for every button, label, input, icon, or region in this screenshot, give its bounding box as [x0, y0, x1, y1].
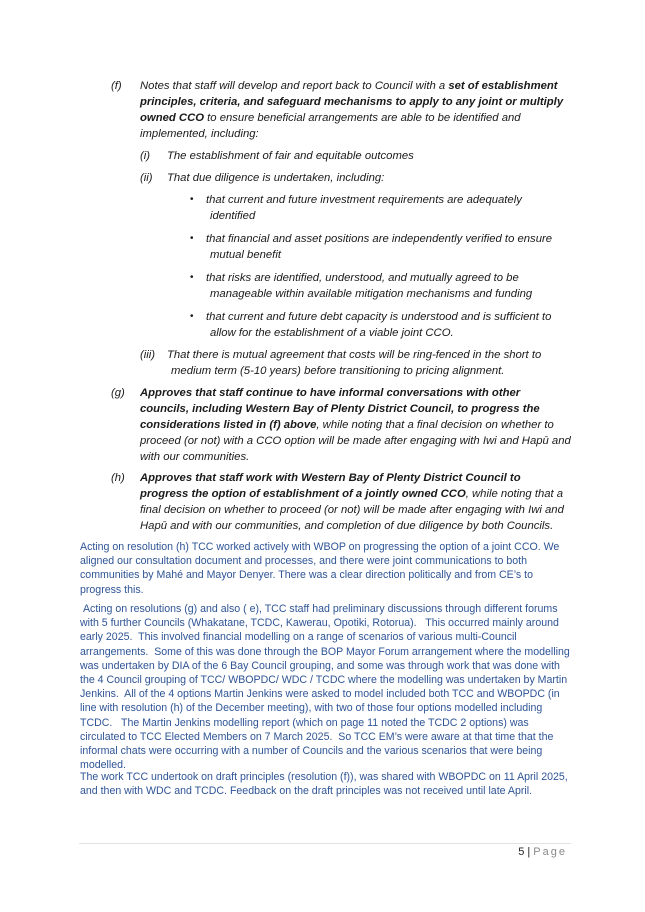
bullet-item: • that risks are identified, understood, and mutually agreed to be manageable within available mitigation mechanisms and funding	[190, 272, 533, 300]
bullet-item: • that financial and asset positions are independently verified to ensure mutual benefit	[190, 233, 553, 261]
comment-paragraph: The work TCC undertook on draft principles (resolution (f)), was shared with WBOPDC on 11 April 2025, and then with WDC and TCDC. Feedback on the draft principles was not received until late April.	[80, 771, 568, 798]
bullet-item: • that current and future investment requirements are adequately identified	[190, 194, 522, 222]
footer-divider	[79, 843, 571, 844]
resolution-f-label: (f)	[111, 80, 122, 92]
resolution-f-text: Notes that staff will develop and report back to Council with a set of establishment principles, criteria, and safeguard mechanisms to apply to any joint or multiply owned CCO to ensure beneficial arrangements are able to be identified and implemented, including:	[140, 80, 564, 140]
resolution-g: (g) Approves that staff continue to have informal conversations with other councils, including Western Bay of Plenty District Council, to progress the considerations listed in (f) above, while noting that a final decision on whether to proceed (or not) with a CCO option will be made after engaging with Iwi and Hapū and with our communities.	[111, 387, 571, 463]
bullet-icon: •	[190, 272, 194, 283]
sub-item-iii: (iii) That there is mutual agreement that costs will be ring-fenced in the short to medium term (5-10 years) before transitioning to pricing alignment.	[140, 349, 542, 377]
resolution-h: (h) Approves that staff work with Western Bay of Plenty District Council to progress the option of establishment of a jointly owned CCO, while noting that a final decision on whether to proceed (or not) will be made after engaging with Iwi and Hapū and with our communities, and completion of due diligence by both Councils.	[111, 472, 564, 532]
bullet-icon: •	[190, 311, 194, 322]
resolution-f	[111, 78, 571, 142]
comment-paragraph: Acting on resolution (h) TCC worked actively with WBOP on progressing the option of a joint CCO. We aligned our consultation document and processes, and there were joint communications to both communities by Mahé and Mayor Denyer. There was a clear direction politically and from CE’s to progress this.	[80, 541, 560, 596]
sub-item-ii: (ii) That due diligence is undertaken, including:	[140, 172, 385, 184]
bullet-item: • that current and future debt capacity is understood and is sufficient to allow for the establishment of a viable joint CCO.	[190, 311, 552, 339]
page-number: 5 | Page	[518, 846, 567, 858]
bullet-icon: •	[190, 194, 194, 205]
comment-paragraph: Acting on resolutions (g) and also ( e), TCC staff had preliminary discussions through different forums with 5 further Councils (Whakatane, TCDC, Kawerau, Opotiki, Rotorua). This occurred mainly around early 2025. This involved financial modelling on a range of scenarios of various multi-Council arrangements. Some of this was done through the BOP Mayor Forum arrangement where the modelling was undertaken by DIA of the 6 Bay Council grouping, and some was through work that was done with the 4 Council grouping of TCC/ WBOPDC/ WDC / TCDC where the modelling was undertaken by Martin Jenkins. All of the 4 options Martin Jenkins were asked to model included both TCC and WBOPDC (in line with resolution (h) of the December meeting), with two of those four options modelled including TCDC. The Martin Jenkins modelling report (which on page 11 noted the TCDC 2 options) was circulated to TCC Elected Members on 7 March 2025. So TCC EM’s were aware at that time that the informal chats were occurring with a number of Councils and the various scenarios that were being modelled.	[80, 603, 573, 772]
sub-item-i: (i) The establishment of fair and equitable outcomes	[140, 150, 414, 162]
bullet-icon: •	[190, 233, 194, 244]
